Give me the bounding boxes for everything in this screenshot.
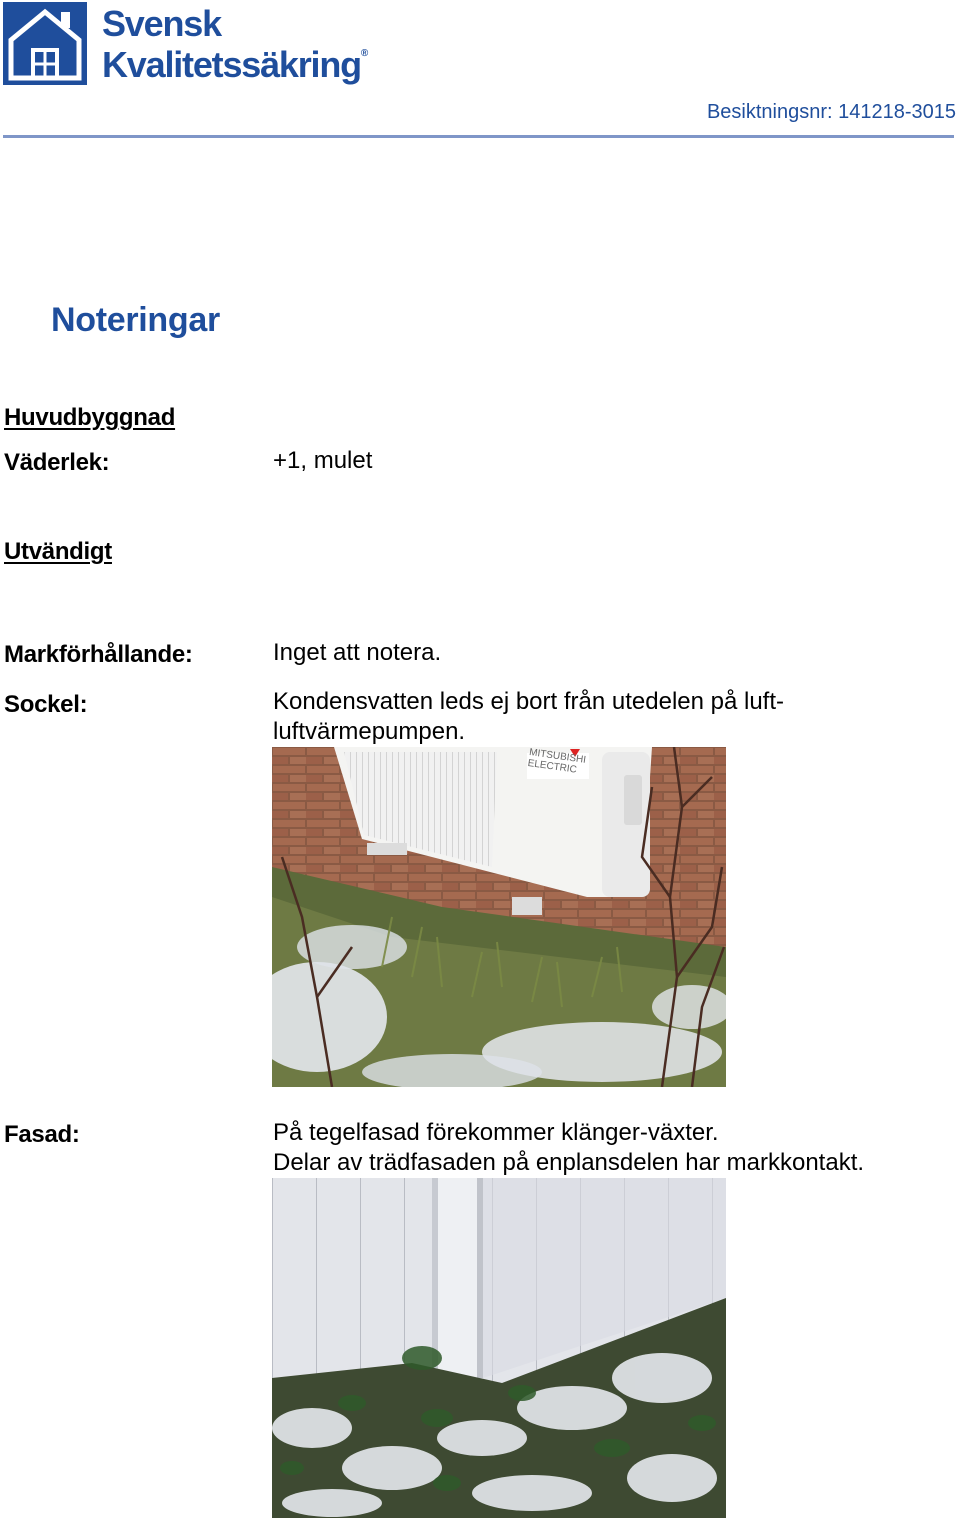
weather-label: Väderlek: (4, 449, 110, 476)
facade-label: Fasad: (4, 1121, 80, 1148)
header-divider (3, 135, 954, 138)
ground-label: Markförhållande: (4, 641, 193, 668)
inspection-number: Besiktningsnr: 141218-3015 (706, 101, 956, 123)
brand-line-1: Svensk (102, 3, 221, 44)
heat-pump-brand-label: MITSUBISHI ELECTRIC (526, 747, 587, 776)
registered-mark: ® (360, 48, 369, 59)
ground-value: Inget att notera. (273, 639, 442, 666)
company-logo-icon (3, 2, 87, 85)
plinth-label: Sockel: (4, 691, 88, 718)
heat-pump-photo (272, 747, 726, 1087)
page-title: Noteringar (51, 301, 220, 339)
plinth-value: Kondensvatten leds ej bort från utedelen på luft- luftvärmepumpen. (273, 688, 785, 745)
weather-value: +1, mulet (273, 447, 373, 474)
brand-line-2: Kvalitetssäkring (102, 44, 361, 85)
section-heading-main-building: Huvudbyggnad (4, 404, 176, 431)
section-heading-exterior: Utvändigt (4, 538, 112, 565)
wooden-facade-photo (272, 1178, 726, 1518)
brand-name (102, 3, 369, 85)
facade-value: På tegelfasad förekommer klänger-växter. Delar av trädfasaden på enplansdelen har markkontakt. (273, 1119, 865, 1176)
